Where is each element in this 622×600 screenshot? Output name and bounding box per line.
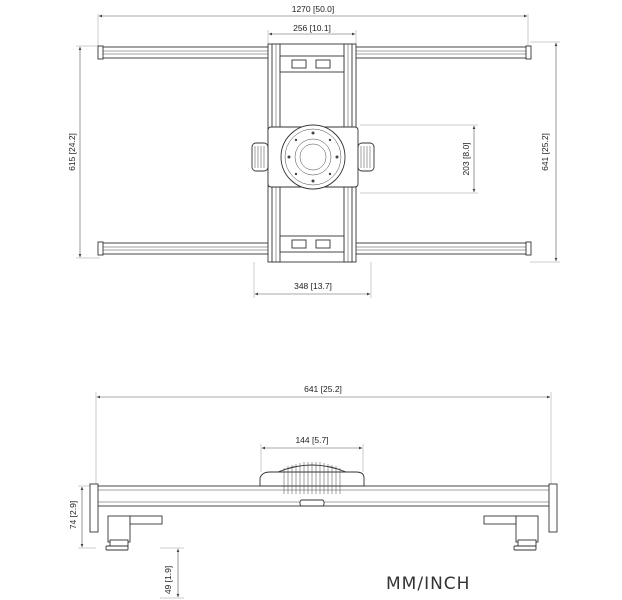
dim-side-height-label: 74 [2.9] [68, 500, 78, 530]
rotary-mount [268, 125, 358, 189]
dim-side-overall-length-label: 641 [25.2] [304, 384, 342, 394]
dim-mount-width [254, 262, 371, 298]
dim-rail-length-label: 641 [25.2] [540, 133, 550, 171]
dim-carriage-width [268, 23, 356, 44]
left-knob [252, 143, 268, 171]
units-label: MM/INCH [386, 574, 471, 594]
dim-foot-height-label: 49 [1.9] [163, 565, 173, 595]
left-foot [106, 516, 162, 550]
right-foot [484, 516, 538, 550]
dim-rail-length [530, 42, 560, 262]
dim-mount-width-label: 348 [13.7] [294, 281, 332, 291]
top-view [67, 4, 560, 298]
side-rail [90, 484, 557, 532]
dim-mount-height [360, 125, 478, 193]
side-view [68, 384, 557, 598]
dim-grip-width-label: 144 [5.7] [295, 435, 329, 445]
dim-overall-width-label: 1270 [50.0] [291, 4, 335, 14]
dim-overall-length-label: 615 [24.2] [67, 133, 77, 171]
dim-foot-height [160, 548, 184, 598]
right-knob [358, 143, 374, 171]
dim-carriage-width-label: 256 [10.1] [293, 23, 331, 33]
dim-overall-length [67, 46, 100, 258]
dim-mount-height-label: 203 [8.0] [461, 142, 471, 176]
